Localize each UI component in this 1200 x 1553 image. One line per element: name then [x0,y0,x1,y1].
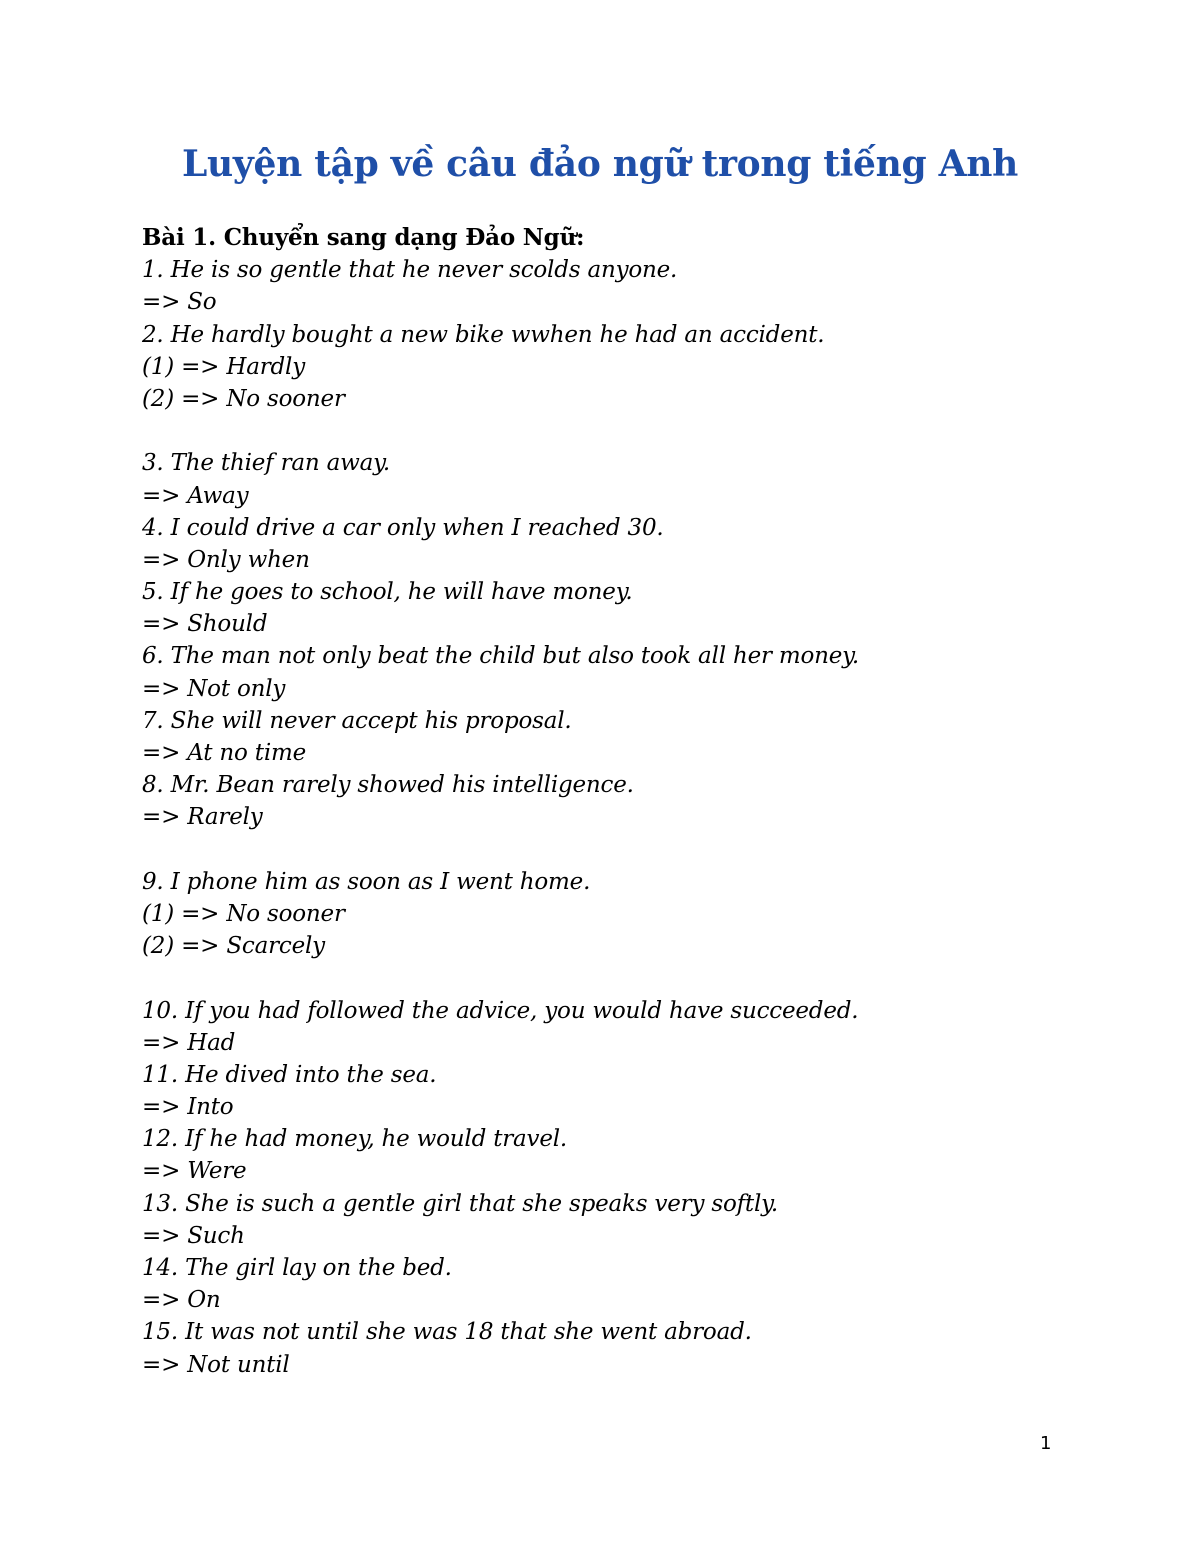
exercise-line: => So [142,289,217,316]
blank-line [142,415,1102,447]
exercise-line: 4. I could drive a car only when I reached 30. [142,514,664,541]
exercise-line: 7. She will never accept his proposal. [142,707,572,734]
exercise-line: 15. It was not until she was 18 that she went abroad. [142,1319,752,1346]
exercise-line: 12. If he had money, he would travel. [142,1126,568,1153]
exercise-line: 3. The thief ran away. [142,450,390,477]
exercise-line: 1. He is so gentle that he never scolds anyone. [142,257,678,284]
exercise-line: 14. The girl lay on the bed. [142,1255,452,1281]
page-number: 1 [1040,1433,1052,1454]
exercise-line: 8. Mr. Bean rarely showed his intelligence. [142,772,634,799]
exercise-line: => Were [142,1158,247,1185]
exercise-line: => Not only [142,675,286,702]
exercise-line: 9. I phone him as soon as I went home. [142,868,591,895]
exercise-line: 13. She is such a gentle girl that she speaks very softly. [142,1190,778,1217]
exercise-line: (1) => No sooner [142,900,345,927]
exercise-line: 10. If you had followed the advice, you would have succeeded. [142,997,859,1024]
exercise-line: => Such [142,1222,245,1249]
exercise-line: => Away [142,482,249,509]
exercise-line: 5. If he goes to school, he will have money. [142,579,633,606]
exercise-line: => Only when [142,546,310,573]
exercise-line: (2) => No sooner [142,385,345,412]
exercise-line: (2) => Scarcely [142,933,325,960]
exercise-line: (1) => Hardly [142,353,305,380]
exercise-line: => Not until [142,1351,290,1378]
exercise-line: => Had [142,1029,236,1056]
blank-line [142,962,1102,994]
blank-line [142,834,1102,866]
exercise-line: 6. The man not only beat the child but also took all her money. [142,643,860,670]
exercise-line: => At no time [142,740,307,766]
document-title: Luyện tập về câu đảo ngữ trong tiếng Anh [182,143,1018,185]
exercise-line: 11. He dived into the sea. [142,1061,437,1088]
exercise-heading: Bài 1. Chuyển sang dạng Đảo Ngữ: [142,224,585,251]
exercise-content [142,222,1102,1381]
exercise-line: => Should [142,611,268,638]
exercise-line: => On [142,1287,221,1314]
exercise-line: => Rarely [142,804,263,831]
exercise-line: 2. He hardly bought a new bike wwhen he had an accident. [142,321,825,348]
exercise-line: => Into [142,1094,234,1121]
